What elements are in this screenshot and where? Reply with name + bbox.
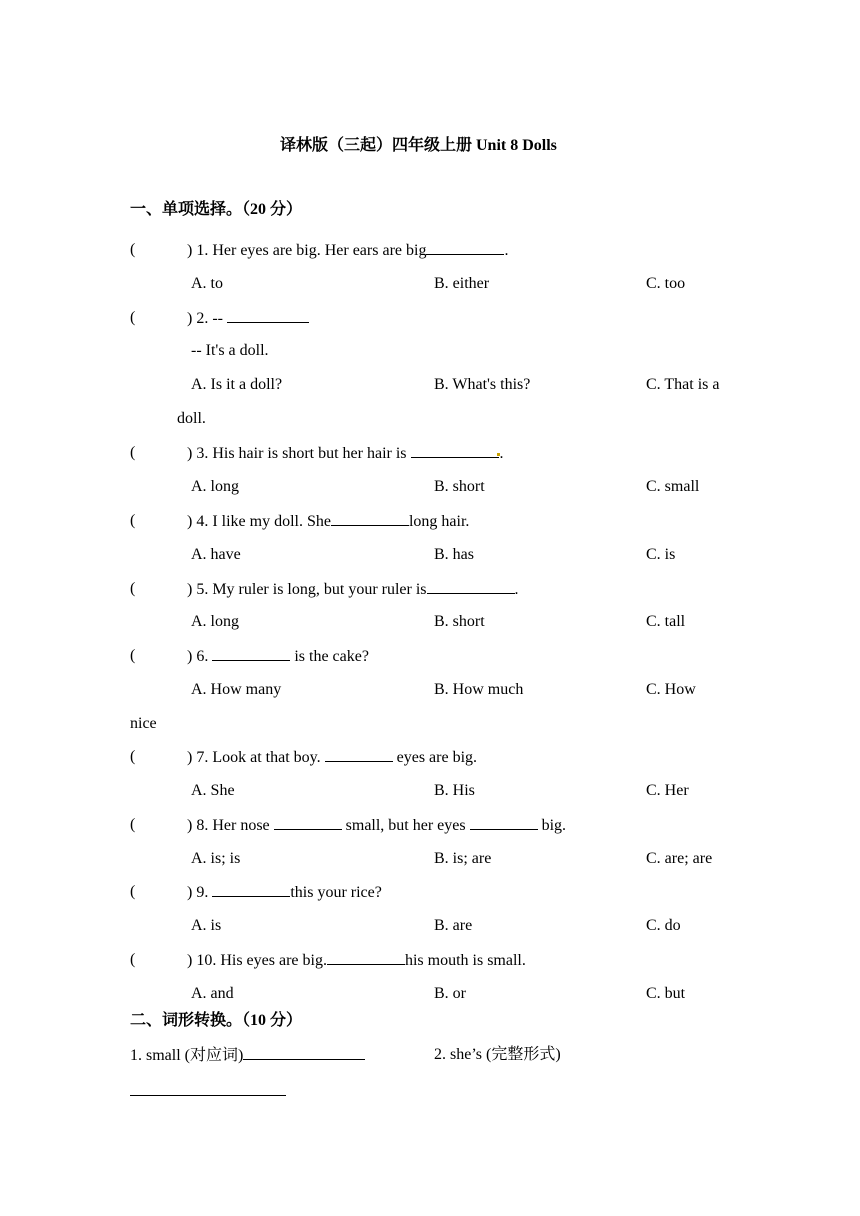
option-c: C. but (646, 985, 686, 1002)
answer-blank[interactable] (470, 815, 538, 830)
answer-blank[interactable] (327, 950, 405, 965)
option-a: A. She (191, 782, 235, 799)
question-3: ) 3. His hair is short but her hair is . (187, 445, 504, 462)
option-b: B. How much (434, 681, 524, 698)
option-c: C. tall (646, 613, 686, 630)
answer-paren: ( (130, 748, 136, 765)
answer-paren: ( (130, 444, 136, 461)
answer-blank[interactable] (212, 646, 290, 661)
question-6: ) 6. is the cake? (187, 648, 369, 665)
option-c: C. Her (646, 782, 689, 799)
answer-paren: ( (130, 512, 136, 529)
option-a: A. long (191, 478, 239, 495)
answer-blank[interactable] (427, 579, 515, 594)
option-b: B. short (434, 613, 485, 630)
answer-blank[interactable] (325, 747, 393, 762)
option-b: B. is; are (434, 850, 492, 867)
option-c: C. are; are (646, 850, 713, 867)
dialogue-reply: -- It's a doll. (191, 342, 269, 359)
question-stem: ) 10. His eyes are big. (187, 952, 327, 969)
option-b: B. What's this? (434, 376, 531, 393)
question-stem: ) 7. Look at that boy. (187, 749, 325, 766)
option-c: C. How (646, 681, 696, 698)
answer-blank[interactable] (243, 1045, 365, 1060)
question-stem: ) 4. I like my doll. She (187, 513, 331, 530)
answer-blank[interactable] (426, 240, 504, 255)
option-a: A. have (191, 546, 241, 563)
answer-paren: ( (130, 883, 136, 900)
answer-blank[interactable] (274, 815, 342, 830)
answer-paren: ( (130, 580, 136, 597)
word-form-item-2: 2. she’s (完整形式) (434, 1046, 561, 1063)
option-a: A. is; is (191, 850, 241, 867)
option-a: A. and (191, 985, 234, 1002)
option-b: B. are (434, 917, 473, 934)
option-c-wrap: doll. (177, 410, 206, 427)
question-stem: ) 5. My ruler is long, but your ruler is (187, 581, 427, 598)
option-b: B. either (434, 275, 490, 292)
question-9: ) 9. this your rice? (187, 884, 382, 901)
answer-paren: ( (130, 241, 136, 258)
question-4: ) 4. I like my doll. She long hair. (187, 513, 470, 530)
answer-paren: ( (130, 951, 136, 968)
question-5: ) 5. My ruler is long, but your ruler is . (187, 581, 519, 598)
answer-blank[interactable] (331, 511, 409, 526)
question-stem: ) 1. Her eyes are big. Her ears are big (187, 242, 427, 259)
question-stem: ) 9. (187, 884, 213, 901)
option-b: B. His (434, 782, 475, 799)
answer-blank-line[interactable] (130, 1079, 286, 1096)
answer-blank[interactable] (227, 308, 309, 323)
answer-paren: ( (130, 309, 136, 326)
question-stem: ) 3. His hair is short but her hair is (187, 445, 411, 462)
word-form-item-1: 1. small (对应词) (130, 1045, 365, 1066)
question-stem: ) 8. Her nose (187, 817, 274, 834)
option-c: C. do (646, 917, 681, 934)
option-c: C. too (646, 275, 686, 292)
question-8: ) 8. Her nose small, but her eyes big. (187, 817, 567, 834)
option-c: C. is (646, 546, 676, 563)
option-a: A. to (191, 275, 223, 292)
question-stem: ) 6. (187, 648, 213, 665)
option-b: B. or (434, 985, 466, 1002)
section-2-heading: 二、词形转换。（10 分） (130, 1012, 303, 1029)
option-b: B. short (434, 478, 485, 495)
page-title: 译林版（三起）四年级上册 Unit 8 Dolls (280, 137, 557, 154)
answer-paren: ( (130, 647, 136, 664)
question-2 (187, 308, 309, 329)
option-c: C. small (646, 478, 700, 495)
option-a: A. How many (191, 681, 282, 698)
question-10: ) 10. His eyes are big. his mouth is small. (187, 952, 526, 969)
question-7: ) 7. Look at that boy. eyes are big. (187, 749, 478, 766)
option-c-wrap: nice (130, 715, 157, 732)
question-1: ) 1. Her eyes are big. Her ears are big . (187, 242, 509, 259)
section-1-heading: 一、单项选择。（20 分） (130, 201, 303, 218)
option-c: C. That is a (646, 376, 720, 393)
option-b: B. has (434, 546, 474, 563)
question-stem: ) 2. -- (187, 310, 227, 327)
answer-blank[interactable] (411, 443, 499, 458)
answer-blank[interactable] (212, 882, 290, 897)
option-a: A. Is it a doll? (191, 376, 283, 393)
option-a: A. is (191, 917, 222, 934)
answer-paren: ( (130, 816, 136, 833)
option-a: A. long (191, 613, 239, 630)
